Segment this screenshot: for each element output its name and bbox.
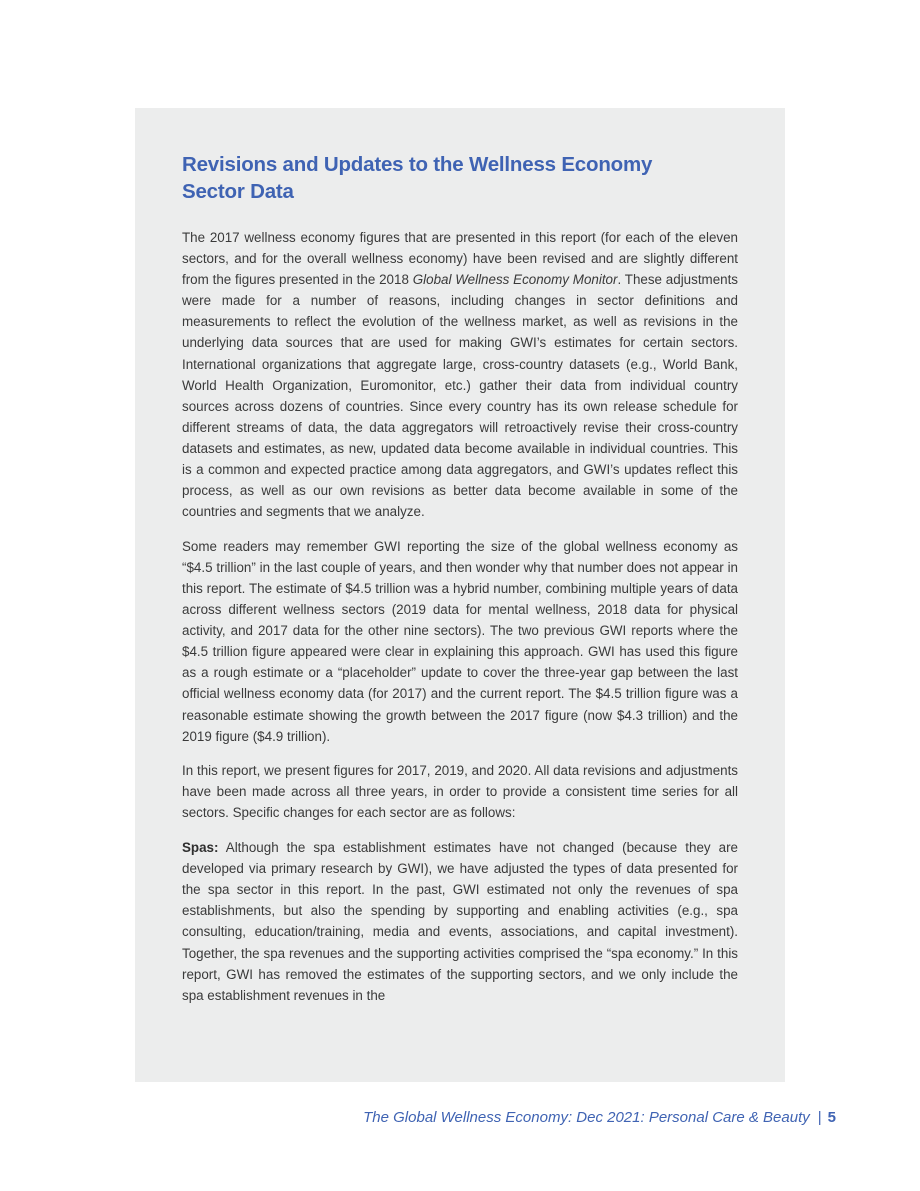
paragraph-3: In this report, we present figures for 2017, 2019, and 2020. All data revisions and adjustments have been made across all three years, in order to provide a consistent time series for all sectors. Specific changes for each sector are as follows:: [182, 763, 738, 821]
footer-report-title: The Global Wellness Economy: Dec 2021: Personal Care & Beauty: [363, 1109, 810, 1126]
spas-lead-label: Spas:: [182, 840, 219, 856]
page-number: 5: [827, 1109, 836, 1126]
page-footer: [363, 1108, 836, 1128]
footer-separator: |: [817, 1109, 822, 1126]
paragraph-1-text-end: . These adjustments were made for a number of reasons, including changes in sector definitions and measurements to reflect the evolution of the wellness market, as well as revisions in the underlying data sources that are used for making GWI’s estimates for certain sectors. International organizations that aggregate large, cross-country datasets (e.g., World Bank, World Health Organization, Euromonitor, etc.) gather their data from individual country sources across dozens of countries. Since every country has its own release schedule for different streams of data, the data aggregators will retroactively revise their cross-country datasets and estimates, as new, updated data become available in individual countries. This is a common and expected practice among data aggregators, and GWI’s updates reflect this process, as well as our own revisions as better data become available in some of the countries and segments that we analyze.: [182, 272, 739, 520]
spas-paragraph-text: Although the spa establishment estimates have not changed (because they are developed via primary research by GWI), we have adjusted the types of data presented for the spa sector in this report. In the past, GWI estimated not only the revenues of spa establishments, but also the spending by supporting and enabling activities (e.g., spa consulting, education/training, media and events, associations, and capital investment). Together, the spa revenues and the supporting activities comprised the “spa economy.” In this report, GWI has removed the estimates of the supporting sectors, and we only include the spa establishment revenues in the: [182, 840, 738, 1003]
revisions-sidebar-box: [135, 108, 785, 1082]
paragraph-1: [182, 227, 738, 522]
paragraph-4-spas: [182, 837, 738, 1006]
box-title: Revisions and Updates to the Wellness Economy Sector Data: [182, 153, 653, 203]
paragraph-2: Some readers may remember GWI reporting the size of the global wellness economy as “$4.5 trillion” in the last couple of years, and then wonder why that number does not appear in this report. The estimate of $4.5 trillion was a hybrid number, combining multiple years of data across different wellness sectors (2019 data for mental wellness, 2018 data for physical activity, and 2017 data for the other nine sectors). The two previous GWI reports where the $4.5 trillion figure appeared were clear in explaining this approach. GWI has used this figure as a rough estimate or a “placeholder” update to cover the three-year gap between the last official wellness economy data (for 2017) and the current report. The $4.5 trillion figure was a reasonable estimate showing the growth between the 2017 figure (now $4.3 trillion) and the 2019 figure ($4.9 trillion).: [182, 538, 738, 744]
paragraph-1-text-start: The 2017 wellness economy figures that are presented in this report (for each of the eleven sectors, and for the overall wellness economy) have been revised and are slightly different from the figures presented in the 2018: [182, 230, 738, 288]
report-title-italic: Global Wellness Economy Monitor: [412, 272, 618, 288]
